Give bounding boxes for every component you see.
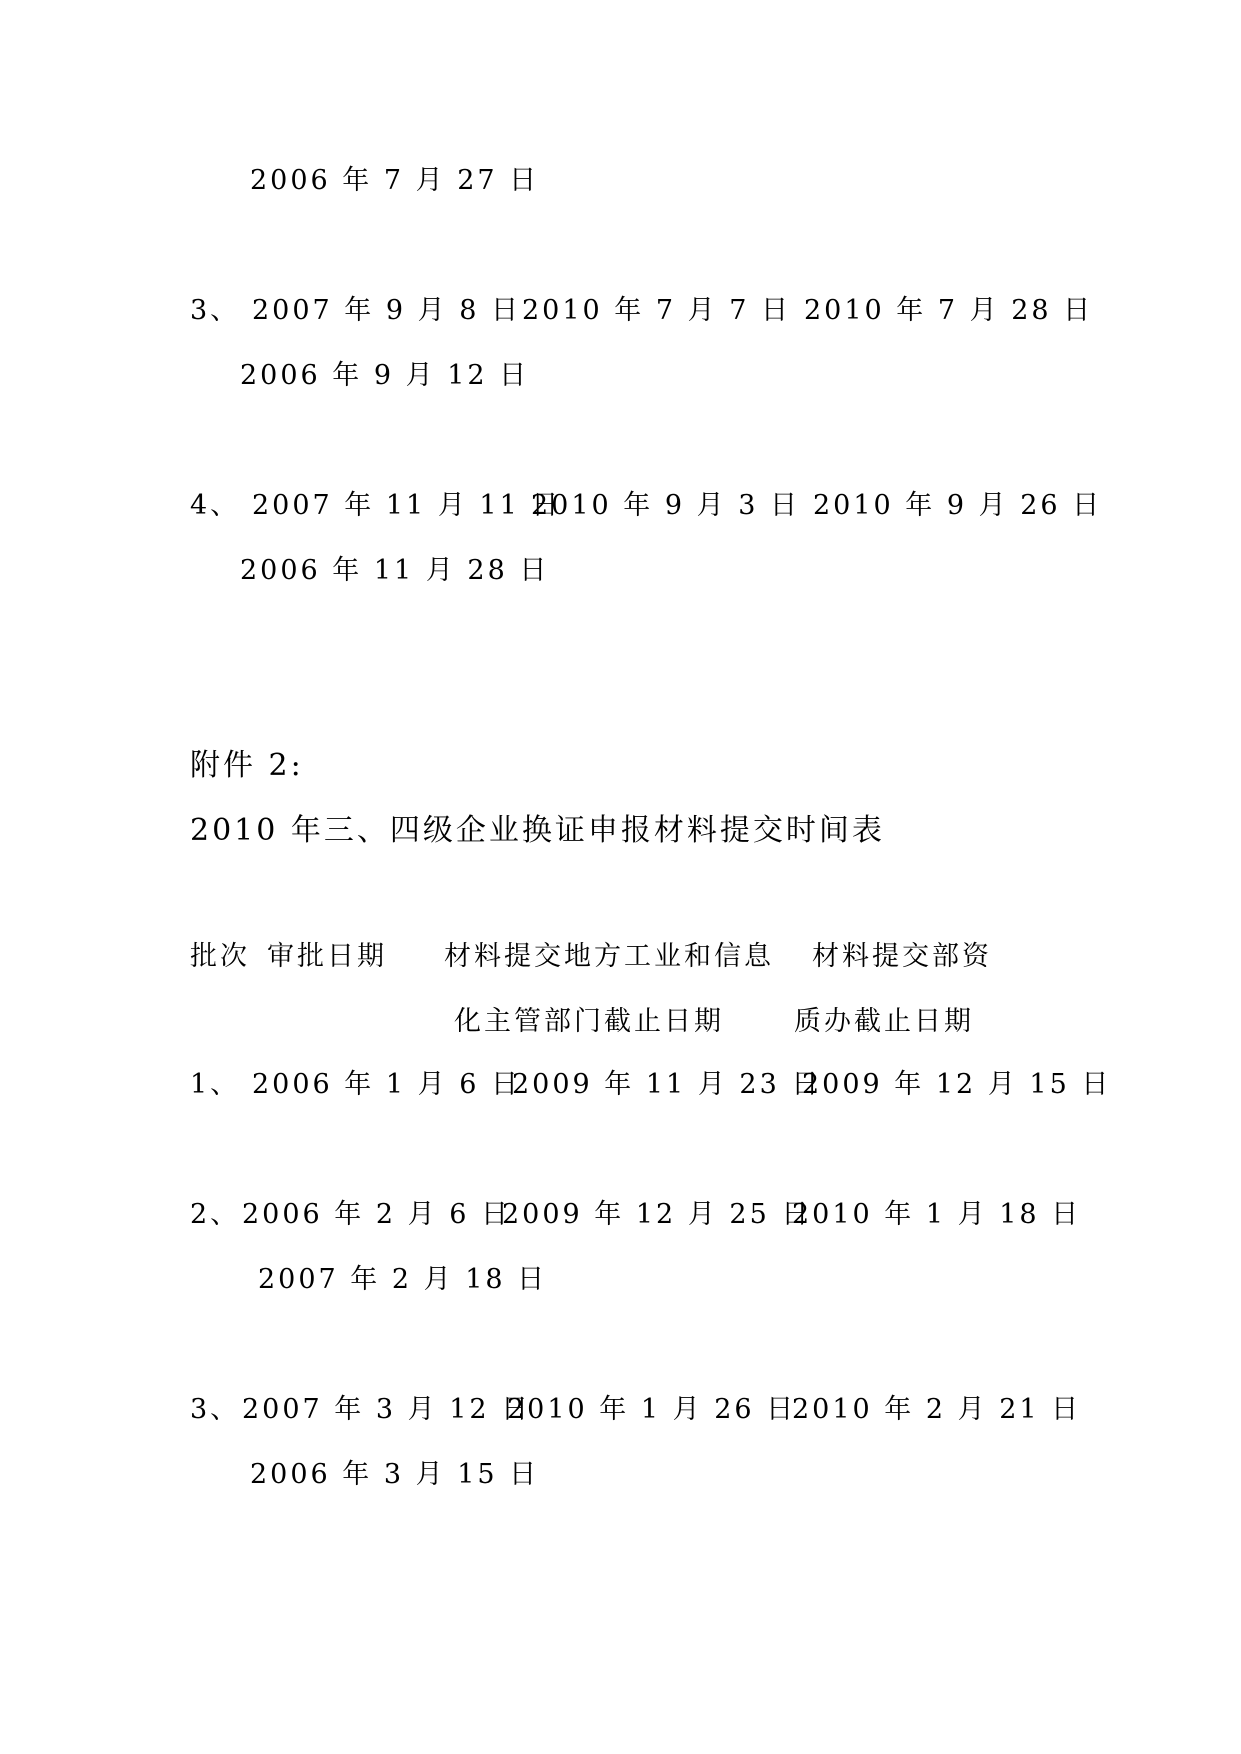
- row-local-deadline: 2010 年 7 月 7 日: [522, 295, 791, 326]
- row-approval-date: 2007 年 9 月 8 日: [252, 295, 521, 326]
- row-number: 1、: [190, 1069, 241, 1100]
- header-ministry-deadline-cont: 质办截止日期: [794, 1006, 974, 1037]
- row-number: 3、: [190, 295, 241, 326]
- row-ministry-deadline: 2010 年 2 月 21 日: [792, 1394, 1082, 1425]
- header-local-deadline: 材料提交地方工业和信息: [444, 941, 774, 972]
- row-number: 4、: [190, 490, 241, 521]
- document-title: 2010 年三、四级企业换证申报材料提交时间表: [190, 813, 885, 848]
- header-local-deadline-cont: 化主管部门截止日期: [454, 1006, 724, 1037]
- row-extra-date: 2006 年 9 月 12 日: [240, 360, 530, 391]
- row-approval-date: 2007 年 3 月 12 日: [242, 1394, 532, 1425]
- attachment-label: 附件 2:: [190, 748, 304, 783]
- carry-over-date: 2006 年 7 月 27 日: [250, 165, 540, 196]
- row-ministry-deadline: 2010 年 7 月 28 日: [804, 295, 1094, 326]
- row-local-deadline: 2010 年 1 月 26 日: [507, 1394, 797, 1425]
- row-local-deadline: 2009 年 12 月 25 日: [502, 1199, 812, 1230]
- header-batch: 批次: [190, 941, 250, 972]
- header-approval-date: 审批日期: [267, 941, 387, 972]
- row-extra-date: 2006 年 3 月 15 日: [250, 1459, 540, 1490]
- row-ministry-deadline: 2010 年 9 月 26 日: [813, 490, 1103, 521]
- row-extra-date: 2006 年 11 月 28 日: [240, 555, 550, 586]
- row-approval-date: 2006 年 1 月 6 日: [252, 1069, 521, 1100]
- row-approval-date: 2006 年 2 月 6 日: [242, 1199, 511, 1230]
- row-number: 3、: [190, 1394, 241, 1425]
- row-approval-date: 2007 年 11 月 11 日: [252, 490, 562, 521]
- row-ministry-deadline: 2010 年 1 月 18 日: [792, 1199, 1082, 1230]
- row-local-deadline: 2009 年 11 月 23 日: [512, 1069, 822, 1100]
- row-number: 2、: [190, 1199, 241, 1230]
- row-local-deadline: 2010 年 9 月 3 日: [531, 490, 800, 521]
- row-extra-date: 2007 年 2 月 18 日: [258, 1264, 548, 1295]
- row-ministry-deadline: 2009 年 12 月 15 日: [802, 1069, 1112, 1100]
- header-ministry-deadline: 材料提交部资: [812, 941, 992, 972]
